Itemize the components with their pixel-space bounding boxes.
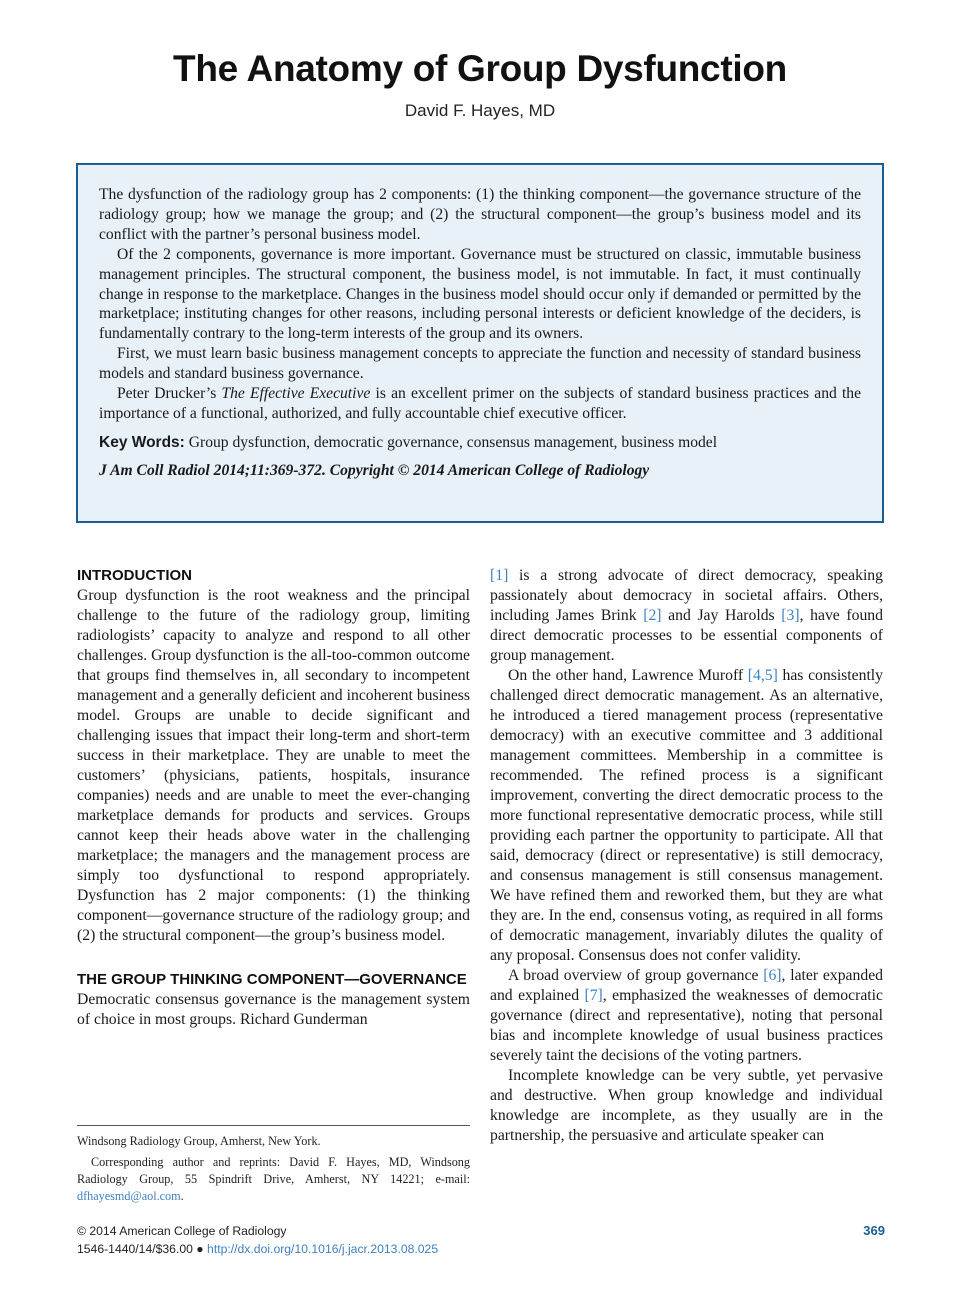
corresponding-author <box>77 1154 470 1205</box>
keywords-list: Group dysfunction, democratic governance, consensus management, business model <box>188 433 718 451</box>
body-paragraph <box>490 966 883 1066</box>
body-text: , emphasized the weaknesses of democratic governance (direct and representative), noting that personal bias and incomplete knowledge of usual business practices severely taint the decisions of the voting partners. <box>490 987 883 1064</box>
body-text: On the other hand, Lawrence Muroff <box>508 667 748 684</box>
body-text: and Jay Harolds <box>661 607 782 624</box>
book-title: The Effective Executive <box>221 385 371 403</box>
issn-doi-line <box>77 1240 885 1258</box>
body-text: A broad overview of group governance <box>508 967 764 984</box>
doi-link[interactable]: http://dx.doi.org/10.1016/j.jacr.2013.08.025 <box>207 1242 439 1256</box>
page-number: 369 <box>863 1223 885 1238</box>
body-paragraph: Incomplete knowledge can be very subtle, yet pervasive and destructive. When group knowledge and individual knowledge are incomplete, as they usually are in the partnership, the persuasive and articulate speaker can <box>490 1067 883 1144</box>
drucker-suffix: is an excellent primer on the subjects of standard business practices and the importance of a functional, authorized, and fully accountable chief executive officer. <box>99 385 862 422</box>
abstract-paragraph: Of the 2 components, governance is more important. Governance must be structured on classic, immutable business management principles. The structural component, the business model, is not immutable. In fact, it must continually change in response to the marketplace. Changes in the business model should occur only if demanded or permitted by the marketplace; instituting changes for other reasons, including personal interests or deficient knowledge of the deciders, is fundamentally contrary to the long-term interests of the group and its owners. <box>99 245 861 343</box>
keywords <box>99 432 861 454</box>
affiliation: Windsong Radiology Group, Amherst, New York. <box>77 1134 321 1148</box>
abstract-paragraph: First, we must learn basic business management concepts to appreciate the function and necessity of standard business models and standard business governance. <box>99 345 861 383</box>
section-heading-introduction: INTRODUCTION <box>77 567 192 584</box>
drucker-prefix: Peter Drucker’s <box>117 385 222 403</box>
body-paragraph <box>490 666 883 966</box>
footnote-divider <box>77 1125 470 1126</box>
body-text: is a strong advocate of direct democracy, speaking passionately about democracy in societal affairs. Others, including James Brink <box>490 567 883 624</box>
reference-link[interactable]: [6] <box>763 967 782 984</box>
abstract-paragraph: The dysfunction of the radiology group has 2 components: (1) the thinking component—the governance structure of the radiology group; how we manage the group; and (2) the structural component—the group’s business model and its conflict with the partner’s personal business model. <box>99 186 861 243</box>
intro-paragraph: Group dysfunction is the root weakness and the principal challenge to the future of the radiology group, limiting radiologists’ capacity to analyze and respond to all other challenges. Group dysfunction is the all-too-common outcome that groups find themselves in, all secondary to incompetent management and a generally deficient and incoherent business model. Groups are unable to decide significant and challenging issues that impact their long-term and short-term success in their marketplace. They are unable to meet the customers’ (physicians, patients, hospitals, insurance companies) needs and are unable to meet the ever-changing marketplace demands for products and services. Groups cannot keep their heads above water in the challenging marketplace; the managers and the management process are simply too dysfunctional to respond appropriately. Dysfunction has 2 major components: (1) the thinking component—governance structure of the radiology group; and (2) the structural component—the group’s business model. <box>77 587 470 944</box>
page-footer <box>77 1222 885 1258</box>
issn: 1546-1440/14/$36.00 <box>77 1242 193 1256</box>
right-column <box>490 566 883 1146</box>
reference-link[interactable]: [7] <box>584 987 603 1004</box>
article-title: The Anatomy of Group Dysfunction <box>173 48 787 89</box>
reference-link[interactable]: [4,5] <box>747 667 778 684</box>
corresponding-text: Corresponding author and reprints: David F. Hayes, MD, Windsong Radiology Group, 55 Spindrift Drive, Amherst, NY 14221; e-mail: <box>77 1155 470 1186</box>
body-text: has consistently challenged direct democratic management. As an alternative, he introduced a tiered management process (representative democracy) with an executive committee and 3 additional management committees. Membership in a committee is recommended. The refined process is a significant improvement, converting the direct democratic process to the more functional representative democratic process, while still providing each partner the opportunity to participate. All that said, democracy (direct or representative) is still democracy, and consensus management is still consensus management. We have refined them and reworked them, but they are what they are. In the end, consensus voting, as required in all forms of democratic management, invariably dilutes the quality of any proposal. Consensus does not confer validity. <box>490 667 884 964</box>
keywords-label: Key Words: <box>99 433 185 451</box>
footnotes <box>77 1133 470 1209</box>
body-text: , have found direct democratic processes to be essential components of group management. <box>490 607 883 664</box>
author-name: David F. Hayes, MD <box>404 101 556 120</box>
bullet-icon: ● <box>196 1242 204 1256</box>
citation: J Am Coll Radiol 2014;11:369-372. Copyright © 2014 American College of Radiology <box>99 461 650 479</box>
section-heading-governance: THE GROUP THINKING COMPONENT—GOVERNANCE <box>77 971 467 988</box>
reference-link[interactable]: [1] <box>490 567 509 584</box>
governance-paragraph: Democratic consensus governance is the management system of choice in most groups. Richard Gunderman <box>77 991 470 1028</box>
copyright: © 2014 American College of Radiology <box>77 1224 287 1238</box>
abstract-paragraph <box>99 384 861 424</box>
left-column <box>77 566 470 1030</box>
abstract-box <box>76 163 884 523</box>
body-text: , later expanded and explained <box>490 967 883 1004</box>
email-link[interactable]: dfhayesmd@aol.com <box>77 1189 181 1203</box>
email-suffix: . <box>180 1189 184 1203</box>
reference-link[interactable]: [2] <box>643 607 662 624</box>
body-paragraph <box>490 566 883 666</box>
reference-link[interactable]: [3] <box>781 607 800 624</box>
